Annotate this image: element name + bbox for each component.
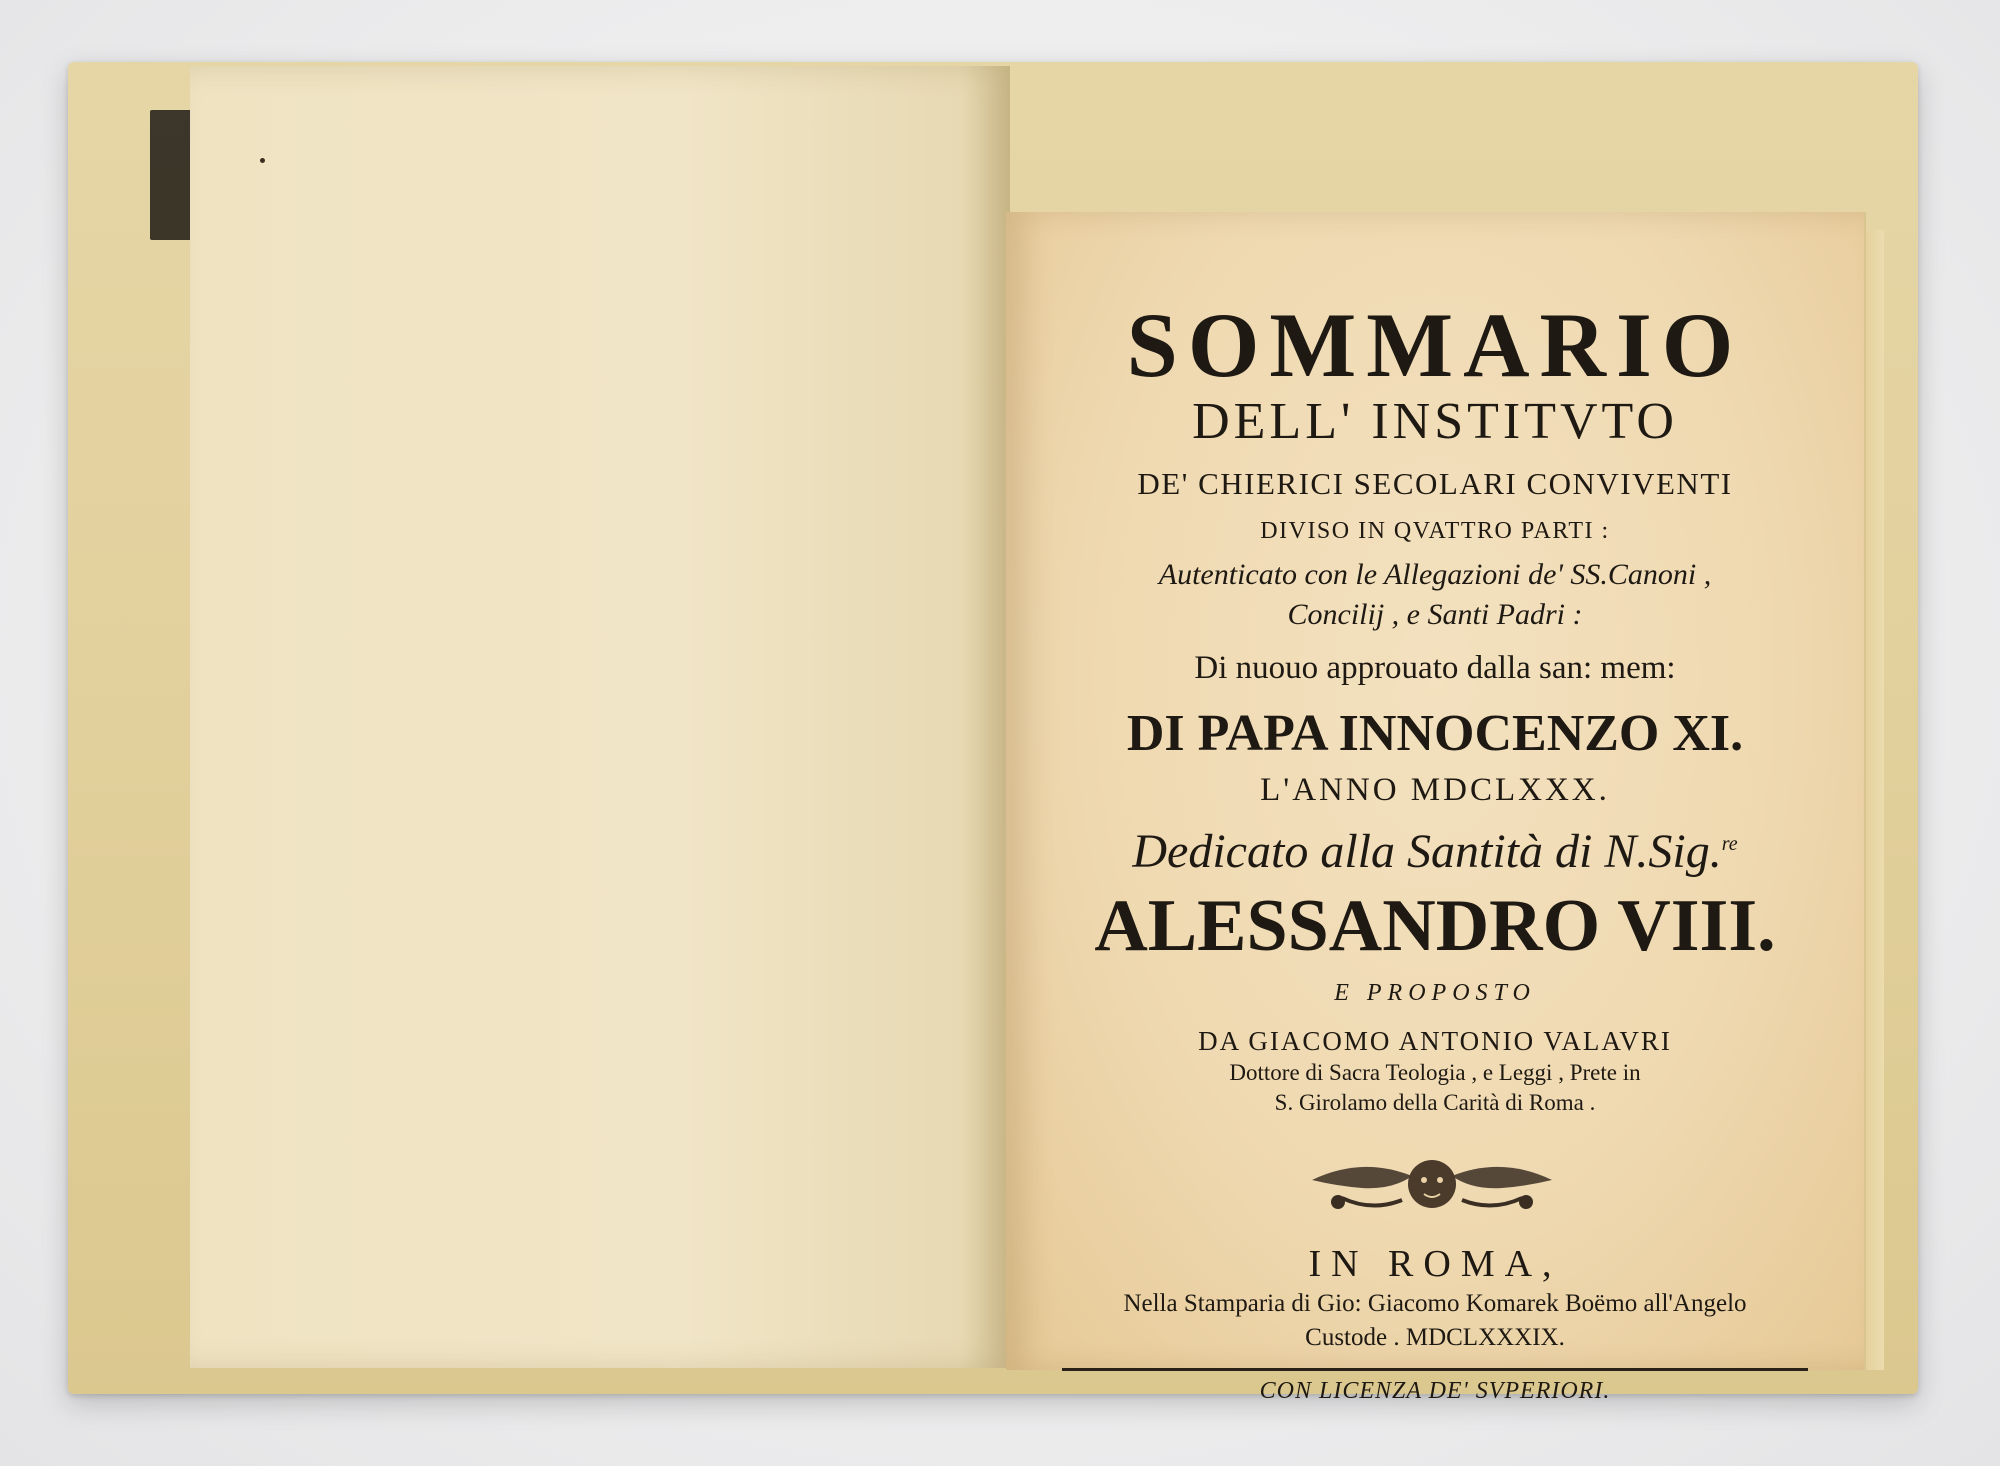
title-instituto: DELL' INSTITVTO — [1192, 393, 1678, 450]
title-alessandro: ALESSANDRO VIII. — [1094, 885, 1776, 967]
left-blank-page — [190, 66, 1010, 1368]
title-dedicato — [1006, 824, 1864, 879]
license-line: CON LICENZA DE' SVPERIORI. — [1259, 1378, 1611, 1404]
title-girolamo: S. Girolamo della Carità di Roma . — [1274, 1090, 1596, 1115]
page-speck — [260, 158, 265, 163]
cherub-ornament — [1302, 1150, 1562, 1222]
dedicato-sup: re — [1721, 833, 1738, 855]
imprint-date: Custode . MDCLXXXIX. — [1305, 1324, 1565, 1351]
dedicato-text: Dedicato alla Santità di N.Sig. — [1132, 825, 1722, 878]
title-page — [1006, 212, 1864, 1404]
title-diviso: DIVISO IN QVATTRO PARTI : — [1260, 518, 1610, 544]
title-proposto: E PROPOSTO — [1334, 980, 1536, 1006]
title-sommario: SOMMARIO — [1126, 294, 1744, 396]
title-approuato: Di nuouo approuato dalla san: mem: — [1194, 650, 1676, 686]
title-chierici: DE' CHIERICI SECOLARI CONVIVENTI — [1137, 466, 1733, 501]
title-papa: DI PAPA INNOCENZO XI. — [1126, 705, 1744, 762]
imprint-rule — [1062, 1368, 1808, 1371]
title-anno: L'ANNO MDCLXXX. — [1260, 772, 1610, 808]
title-autenticato: Autenticato con le Allegazioni de' SS.Canoni , — [1158, 558, 1712, 591]
title-concilij: Concilij , e Santi Padri : — [1287, 598, 1583, 631]
imprint-stamparia: Nella Stamparia di Gio: Giacomo Komarek Boëmo all'Angelo — [1123, 1290, 1747, 1317]
title-author: DA GIACOMO ANTONIO VALAVRI — [1198, 1026, 1672, 1056]
imprint-roma: IN ROMA, — [1308, 1243, 1562, 1285]
page-edges — [1862, 230, 1884, 1370]
title-dottore: Dottore di Sacra Teologia , e Leggi , Prete in — [1229, 1060, 1641, 1085]
